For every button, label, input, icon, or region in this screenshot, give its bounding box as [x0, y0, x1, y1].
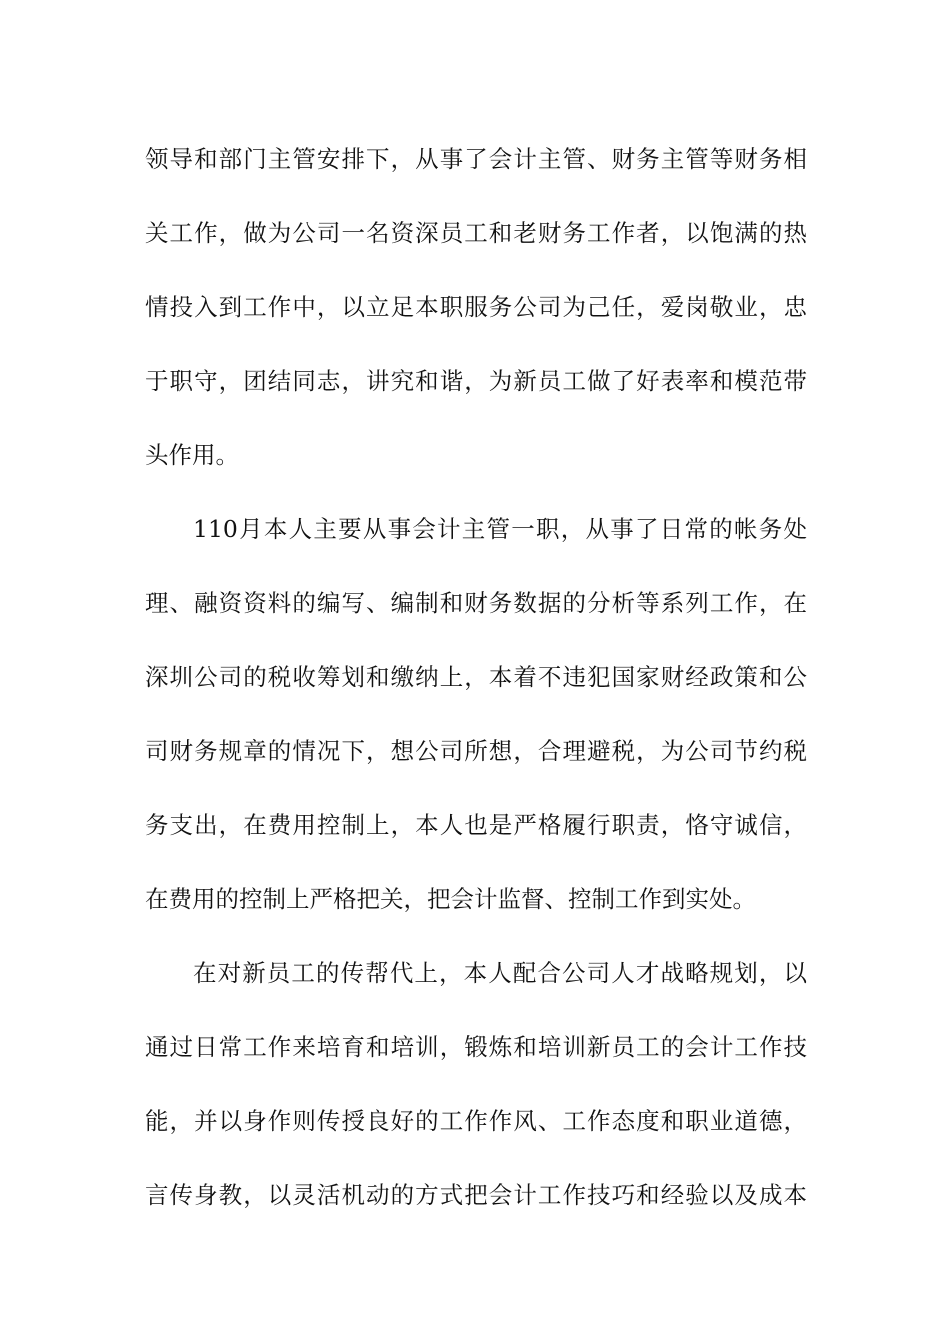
paragraph-1: [145, 131, 807, 501]
paragraph-3: [145, 945, 807, 1241]
text-line: 领导和部门主管安排下，从事了会计主管、财务主管等财务相: [145, 145, 807, 173]
text-line: 理、融资资料的编写、编制和财务数据的分析等系列工作，在: [145, 589, 807, 617]
text-line: 务支出，在费用控制上，本人也是严格履行职责，恪守诚信，: [145, 811, 807, 839]
text-line: 司财务规章的情况下，想公司所想，合理避税，为公司节约税: [145, 737, 807, 765]
text-line: 在对新员工的传帮代上，本人配合公司人才战略规划，以: [193, 959, 807, 987]
text-line: 110月本人主要从事会计主管一职，从事了日常的帐务处: [193, 515, 807, 543]
text-line: 于职守，团结同志，讲究和谐，为新员工做了好表率和模范带: [145, 367, 807, 395]
text-line: 头作用。: [145, 441, 239, 469]
text-line: 能，并以身作则传授良好的工作作风、工作态度和职业道德，: [145, 1107, 807, 1135]
text-line: 言传身教，以灵活机动的方式把会计工作技巧和经验以及成本: [145, 1181, 807, 1209]
text-line: 深圳公司的税收筹划和缴纳上，本着不违犯国家财经政策和公: [145, 663, 807, 691]
paragraph-2: [145, 501, 807, 945]
text-line: 通过日常工作来培育和培训，锻炼和培训新员工的会计工作技: [145, 1033, 807, 1061]
text-line: 关工作，做为公司一名资深员工和老财务工作者，以饱满的热: [145, 219, 807, 247]
text-line: 情投入到工作中，以立足本职服务公司为己任，爱岗敬业，忠: [145, 293, 807, 321]
document-body: [145, 131, 807, 1241]
text-line: 在费用的控制上严格把关，把会计监督、控制工作到实处。: [145, 885, 756, 913]
